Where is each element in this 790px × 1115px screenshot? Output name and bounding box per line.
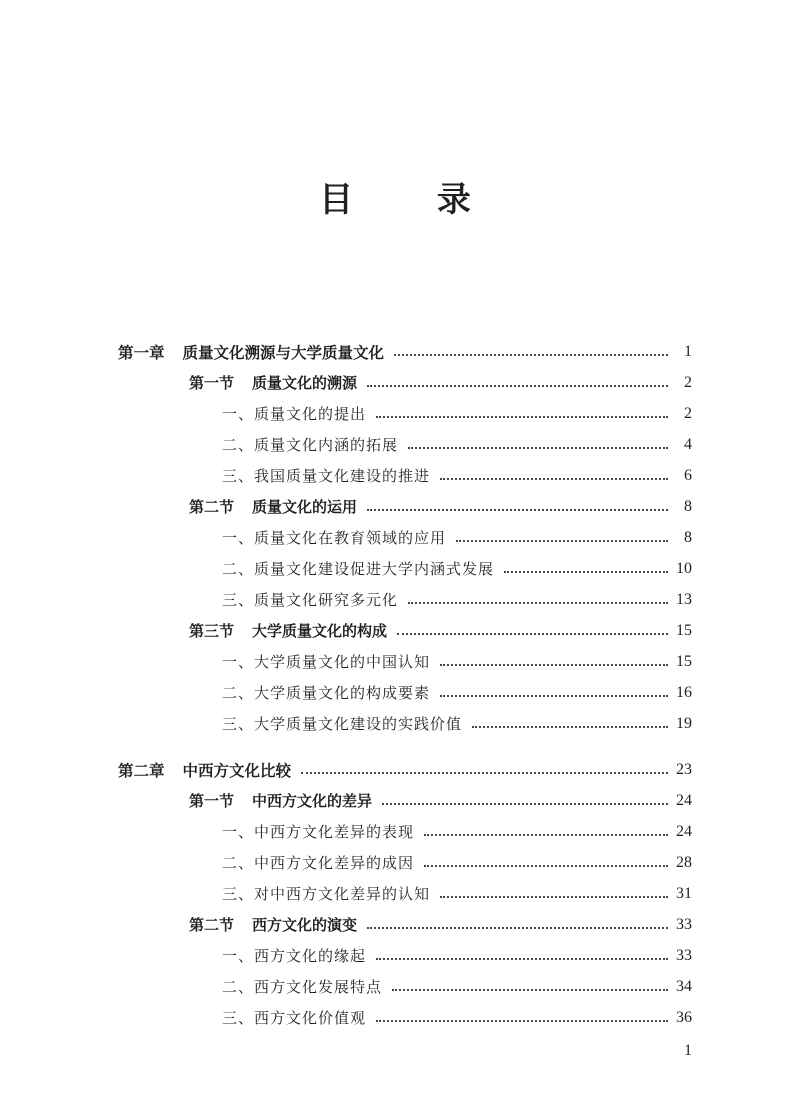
toc-entry	[222, 945, 692, 966]
toc-entry-title	[222, 434, 398, 455]
dot-leader	[367, 926, 668, 929]
toc-entry	[222, 976, 692, 997]
toc-section-row	[0, 909, 790, 940]
toc-entry-title	[189, 790, 372, 811]
toc-entry-title	[189, 496, 357, 517]
toc-entry-page: 24	[676, 791, 692, 809]
toc-entry-title	[189, 372, 357, 393]
toc-entry-title	[222, 651, 430, 672]
toc-entry-label: 二、质量文化内涵的拓展	[222, 436, 399, 454]
page-title: 目 录	[319, 180, 507, 220]
toc-chapter-row	[0, 754, 790, 785]
dot-leader	[440, 895, 668, 898]
toc-entry	[222, 589, 692, 610]
toc-entry-label: 二、中西方文化差异的成因	[222, 854, 415, 872]
toc-entry-page: 34	[676, 977, 692, 995]
toc-entry-title	[222, 403, 366, 424]
toc-entry-label: 中西方文化比较	[182, 761, 292, 780]
toc-entry-label: 三、对中西方文化差异的认知	[222, 885, 431, 903]
toc-entry-label: 中西方文化的差异	[252, 792, 373, 810]
toc-entry-label: 大学质量文化的构成	[252, 622, 388, 640]
toc-entry-page: 15	[676, 621, 692, 639]
toc-entry-number: 第一章	[118, 343, 165, 362]
toc-chapter-row	[0, 336, 790, 367]
toc-entry	[222, 465, 692, 486]
toc-entry	[189, 790, 692, 811]
toc-entry	[189, 620, 692, 641]
dot-leader	[408, 446, 668, 449]
toc-entry-title	[222, 465, 430, 486]
toc-item-row	[0, 429, 790, 460]
toc-entry-page: 13	[676, 590, 692, 608]
dot-leader	[376, 1019, 668, 1022]
toc-entry	[222, 883, 692, 904]
toc-entry-label: 质量文化的运用	[252, 498, 358, 516]
toc-entry-page: 24	[676, 822, 692, 840]
toc-item-row	[0, 816, 790, 847]
toc-section-row	[0, 367, 790, 398]
toc-entry-label: 三、西方文化价值观	[222, 1009, 367, 1027]
toc-entry-page: 8	[684, 497, 692, 515]
toc-entry	[118, 759, 692, 781]
dot-leader	[397, 632, 668, 635]
dot-leader	[376, 957, 668, 960]
toc-entry-page: 31	[676, 884, 692, 902]
toc-item-row	[0, 522, 790, 553]
toc-entry-page: 19	[676, 714, 692, 732]
toc-entry-title	[222, 1007, 366, 1028]
toc-entry-label: 三、质量文化研究多元化	[222, 591, 399, 609]
toc-item-row	[0, 708, 790, 739]
toc-entry-page: 10	[676, 559, 692, 577]
toc-entry-title	[222, 852, 414, 873]
toc-entry-page: 8	[684, 528, 692, 546]
toc-entry-title	[222, 821, 414, 842]
toc-entry-title	[222, 713, 462, 734]
toc-item-row	[0, 646, 790, 677]
toc-entry-label: 三、大学质量文化建设的实践价值	[222, 715, 463, 733]
toc-entry	[189, 496, 692, 517]
toc-entry-label: 二、质量文化建设促进大学内涵式发展	[222, 560, 495, 578]
toc-item-row	[0, 553, 790, 584]
toc-entry-page: 2	[684, 373, 692, 391]
toc-entry-label: 二、西方文化发展特点	[222, 978, 383, 996]
toc-entry-page: 6	[684, 466, 692, 484]
dot-leader	[382, 802, 668, 805]
toc-entry-number: 第三节	[189, 622, 235, 640]
toc-entry-number: 第二节	[189, 916, 235, 934]
dot-leader	[440, 477, 668, 480]
toc-section-row	[0, 615, 790, 646]
page-number: 1	[684, 1042, 692, 1059]
dot-leader	[408, 601, 668, 604]
toc-entry-page: 23	[676, 760, 692, 778]
dot-leader	[424, 833, 668, 836]
toc-entry-number: 第二节	[189, 498, 235, 516]
toc-entry	[222, 852, 692, 873]
toc-entry-title	[222, 945, 366, 966]
toc-entry	[222, 651, 692, 672]
toc-entry-title	[189, 620, 387, 641]
dot-leader	[376, 415, 668, 418]
dot-leader	[367, 508, 668, 511]
table-of-contents	[0, 336, 790, 1033]
toc-entry	[118, 341, 692, 363]
toc-entry-page: 16	[676, 683, 692, 701]
toc-entry-label: 一、西方文化的缘起	[222, 947, 367, 965]
toc-entry	[222, 713, 692, 734]
toc-entry-number: 第一节	[189, 792, 235, 810]
toc-entry-title	[118, 759, 291, 781]
toc-entry-title	[222, 589, 398, 610]
toc-entry-title	[222, 883, 430, 904]
toc-entry	[222, 403, 692, 424]
toc-entry-page: 33	[676, 946, 692, 964]
toc-section-row	[0, 785, 790, 816]
toc-entry-title	[222, 976, 382, 997]
toc-entry	[222, 558, 692, 579]
toc-item-row	[0, 847, 790, 878]
toc-entry-label: 一、中西方文化差异的表现	[222, 823, 415, 841]
toc-item-row	[0, 971, 790, 1002]
toc-entry-label: 质量文化的溯源	[252, 374, 358, 392]
toc-entry-label: 一、大学质量文化的中国认知	[222, 653, 431, 671]
toc-entry-label: 一、质量文化的提出	[222, 405, 367, 423]
toc-entry	[222, 1007, 692, 1028]
toc-item-row	[0, 584, 790, 615]
toc-entry-title	[118, 341, 384, 363]
toc-entry-page: 4	[684, 435, 692, 453]
dot-leader	[440, 694, 668, 697]
toc-item-row	[0, 398, 790, 429]
toc-item-row	[0, 878, 790, 909]
dot-leader	[440, 663, 668, 666]
toc-item-row	[0, 677, 790, 708]
dot-leader	[394, 353, 668, 356]
toc-entry-page: 2	[684, 404, 692, 422]
toc-entry-title	[189, 914, 357, 935]
toc-entry-title	[222, 527, 446, 548]
toc-section-row	[0, 491, 790, 522]
dot-leader	[392, 988, 668, 991]
dot-leader	[472, 725, 668, 728]
dot-leader	[456, 539, 668, 542]
toc-entry-page: 1	[684, 342, 692, 360]
toc-entry	[222, 682, 692, 703]
toc-entry-label: 一、质量文化在教育领域的应用	[222, 529, 447, 547]
toc-entry	[222, 434, 692, 455]
toc-entry	[222, 527, 692, 548]
toc-item-row	[0, 460, 790, 491]
toc-entry-label: 质量文化溯源与大学质量文化	[182, 343, 385, 362]
toc-entry-label: 西方文化的演变	[252, 916, 358, 934]
toc-entry-label: 三、我国质量文化建设的推进	[222, 467, 431, 485]
toc-entry-page: 33	[676, 915, 692, 933]
dot-leader	[367, 384, 668, 387]
dot-leader	[504, 570, 668, 573]
toc-entry-title	[222, 682, 430, 703]
toc-entry	[189, 372, 692, 393]
toc-entry-page: 28	[676, 853, 692, 871]
toc-entry-page: 15	[676, 652, 692, 670]
toc-entry-label: 二、大学质量文化的构成要素	[222, 684, 431, 702]
dot-leader	[301, 771, 668, 774]
toc-entry-number: 第二章	[118, 761, 165, 780]
toc-entry	[189, 914, 692, 935]
toc-entry-page: 36	[676, 1008, 692, 1026]
toc-entry-number: 第一节	[189, 374, 235, 392]
dot-leader	[424, 864, 668, 867]
toc-entry-title	[222, 558, 494, 579]
toc-item-row	[0, 1002, 790, 1033]
toc-item-row	[0, 940, 790, 971]
toc-entry	[222, 821, 692, 842]
